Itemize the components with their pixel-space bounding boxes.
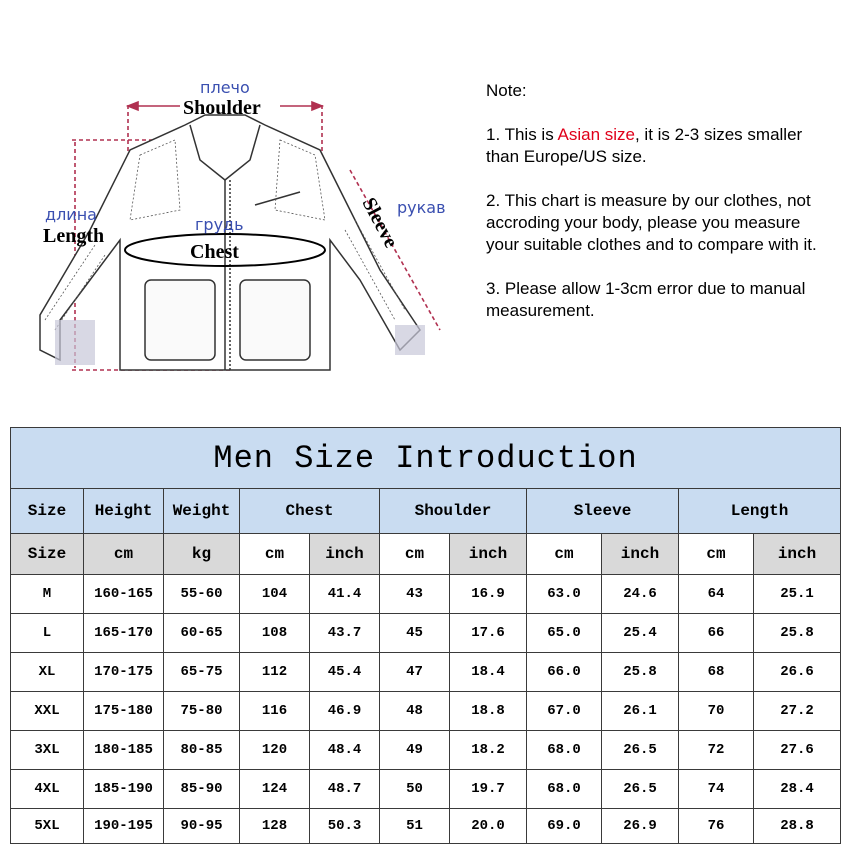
table-cell: 48.7 bbox=[310, 770, 380, 809]
table-cell: 27.2 bbox=[754, 692, 841, 731]
table-cell: 25.8 bbox=[754, 614, 841, 653]
unit-cell: cm bbox=[679, 534, 754, 575]
table-cell: 160-165 bbox=[84, 575, 164, 614]
unit-cell: cm bbox=[240, 534, 310, 575]
table-cell: 69.0 bbox=[527, 809, 602, 844]
table-cell: 26.5 bbox=[602, 731, 679, 770]
table-cell: 50.3 bbox=[310, 809, 380, 844]
table-cell: 18.4 bbox=[450, 653, 527, 692]
table-cell: 60-65 bbox=[164, 614, 240, 653]
table-cell: 116 bbox=[240, 692, 310, 731]
table-cell: 120 bbox=[240, 731, 310, 770]
table-cell: 65-75 bbox=[164, 653, 240, 692]
table-cell: 68.0 bbox=[527, 731, 602, 770]
table-cell: 19.7 bbox=[450, 770, 527, 809]
unit-cell: inch bbox=[450, 534, 527, 575]
table-cell: 20.0 bbox=[450, 809, 527, 844]
table-cell: 185-190 bbox=[84, 770, 164, 809]
table-cell: 90-95 bbox=[164, 809, 240, 844]
size-table bbox=[10, 427, 841, 844]
unit-cell: cm bbox=[527, 534, 602, 575]
table-cell: 104 bbox=[240, 575, 310, 614]
size-cell: XL bbox=[11, 653, 84, 692]
table-row bbox=[11, 692, 841, 731]
table-cell: 26.6 bbox=[754, 653, 841, 692]
table-cell: 48 bbox=[380, 692, 450, 731]
table-cell: 17.6 bbox=[450, 614, 527, 653]
header-shoulder: Shoulder bbox=[380, 489, 527, 534]
table-cell: 66.0 bbox=[527, 653, 602, 692]
size-cell: M bbox=[11, 575, 84, 614]
notes-heading: Note: bbox=[486, 81, 527, 100]
table-cell: 26.1 bbox=[602, 692, 679, 731]
table-row bbox=[11, 575, 841, 614]
table-cell: 50 bbox=[380, 770, 450, 809]
table-cell: 45.4 bbox=[310, 653, 380, 692]
size-cell: XXL bbox=[11, 692, 84, 731]
table-cell: 65.0 bbox=[527, 614, 602, 653]
table-cell: 27.6 bbox=[754, 731, 841, 770]
table-cell: 18.2 bbox=[450, 731, 527, 770]
table-cell: 76 bbox=[679, 809, 754, 844]
unit-cell: kg bbox=[164, 534, 240, 575]
note-2: 2. This chart is measure by our clothes, not accroding your body, please you measure your suitable clothes and to compare with it. bbox=[486, 191, 817, 254]
table-title: Men Size Introduction bbox=[11, 428, 841, 489]
table-cell: 70 bbox=[679, 692, 754, 731]
table-cell: 63.0 bbox=[527, 575, 602, 614]
size-cell: 5XL bbox=[11, 809, 84, 844]
header-height: Height bbox=[84, 489, 164, 534]
table-cell: 25.4 bbox=[602, 614, 679, 653]
header-chest: Chest bbox=[240, 489, 380, 534]
table-cell: 112 bbox=[240, 653, 310, 692]
table-header-row bbox=[11, 489, 841, 534]
unit-cell: Size bbox=[11, 534, 84, 575]
size-notes bbox=[486, 80, 836, 344]
unit-cell: cm bbox=[380, 534, 450, 575]
table-cell: 47 bbox=[380, 653, 450, 692]
header-weight: Weight bbox=[164, 489, 240, 534]
chest-label-ru: грудь bbox=[195, 215, 244, 234]
sleeve-label-ru: рукав bbox=[397, 198, 446, 217]
table-cell: 49 bbox=[380, 731, 450, 770]
table-cell: 190-195 bbox=[84, 809, 164, 844]
table-cell: 55-60 bbox=[164, 575, 240, 614]
table-cell: 165-170 bbox=[84, 614, 164, 653]
size-cell: 3XL bbox=[11, 731, 84, 770]
table-cell: 51 bbox=[380, 809, 450, 844]
table-cell: 124 bbox=[240, 770, 310, 809]
note-1-asian-size: Asian size bbox=[557, 125, 635, 144]
header-size: Size bbox=[11, 489, 84, 534]
table-cell: 28.8 bbox=[754, 809, 841, 844]
table-cell: 170-175 bbox=[84, 653, 164, 692]
size-rows bbox=[11, 575, 841, 844]
table-cell: 18.8 bbox=[450, 692, 527, 731]
table-cell: 108 bbox=[240, 614, 310, 653]
table-cell: 180-185 bbox=[84, 731, 164, 770]
length-label-en: Length bbox=[43, 225, 105, 247]
shoulder-label-en: Shoulder bbox=[183, 97, 261, 119]
table-cell: 66 bbox=[679, 614, 754, 653]
table-units-row bbox=[11, 534, 841, 575]
table-cell: 128 bbox=[240, 809, 310, 844]
size-cell: 4XL bbox=[11, 770, 84, 809]
table-cell: 48.4 bbox=[310, 731, 380, 770]
unit-cell: inch bbox=[754, 534, 841, 575]
jacket-measurement-diagram bbox=[0, 70, 480, 390]
table-cell: 64 bbox=[679, 575, 754, 614]
table-cell: 24.6 bbox=[602, 575, 679, 614]
sleeve-label-en: Sleeve bbox=[357, 194, 403, 252]
table-cell: 80-85 bbox=[164, 731, 240, 770]
header-sleeve: Sleeve bbox=[527, 489, 679, 534]
table-cell: 67.0 bbox=[527, 692, 602, 731]
table-cell: 45 bbox=[380, 614, 450, 653]
table-row bbox=[11, 809, 841, 844]
chest-label-en: Chest bbox=[190, 241, 239, 263]
table-cell: 25.1 bbox=[754, 575, 841, 614]
table-cell: 68 bbox=[679, 653, 754, 692]
table-cell: 75-80 bbox=[164, 692, 240, 731]
note-1-suffix: , it is 2-3 sizes smaller than Europe/US size. bbox=[486, 125, 803, 166]
table-cell: 46.9 bbox=[310, 692, 380, 731]
unit-cell: cm bbox=[84, 534, 164, 575]
table-cell: 72 bbox=[679, 731, 754, 770]
table-cell: 43 bbox=[380, 575, 450, 614]
table-row bbox=[11, 731, 841, 770]
table-row bbox=[11, 770, 841, 809]
table-cell: 68.0 bbox=[527, 770, 602, 809]
table-row bbox=[11, 653, 841, 692]
table-cell: 26.9 bbox=[602, 809, 679, 844]
table-cell: 41.4 bbox=[310, 575, 380, 614]
table-cell: 74 bbox=[679, 770, 754, 809]
table-cell: 85-90 bbox=[164, 770, 240, 809]
table-cell: 28.4 bbox=[754, 770, 841, 809]
unit-cell: inch bbox=[310, 534, 380, 575]
table-cell: 16.9 bbox=[450, 575, 527, 614]
table-cell: 26.5 bbox=[602, 770, 679, 809]
note-1-prefix: 1. This is bbox=[486, 125, 558, 144]
unit-cell: inch bbox=[602, 534, 679, 575]
table-row bbox=[11, 614, 841, 653]
note-3: 3. Please allow 1-3cm error due to manual measurement. bbox=[486, 279, 806, 320]
size-cell: L bbox=[11, 614, 84, 653]
table-cell: 43.7 bbox=[310, 614, 380, 653]
shoulder-label-ru: плечо bbox=[200, 78, 250, 97]
jacket-illustration bbox=[0, 70, 480, 390]
length-label-ru: длина bbox=[45, 205, 97, 224]
table-cell: 25.8 bbox=[602, 653, 679, 692]
note-1 bbox=[486, 124, 836, 168]
header-length: Length bbox=[679, 489, 841, 534]
table-cell: 175-180 bbox=[84, 692, 164, 731]
